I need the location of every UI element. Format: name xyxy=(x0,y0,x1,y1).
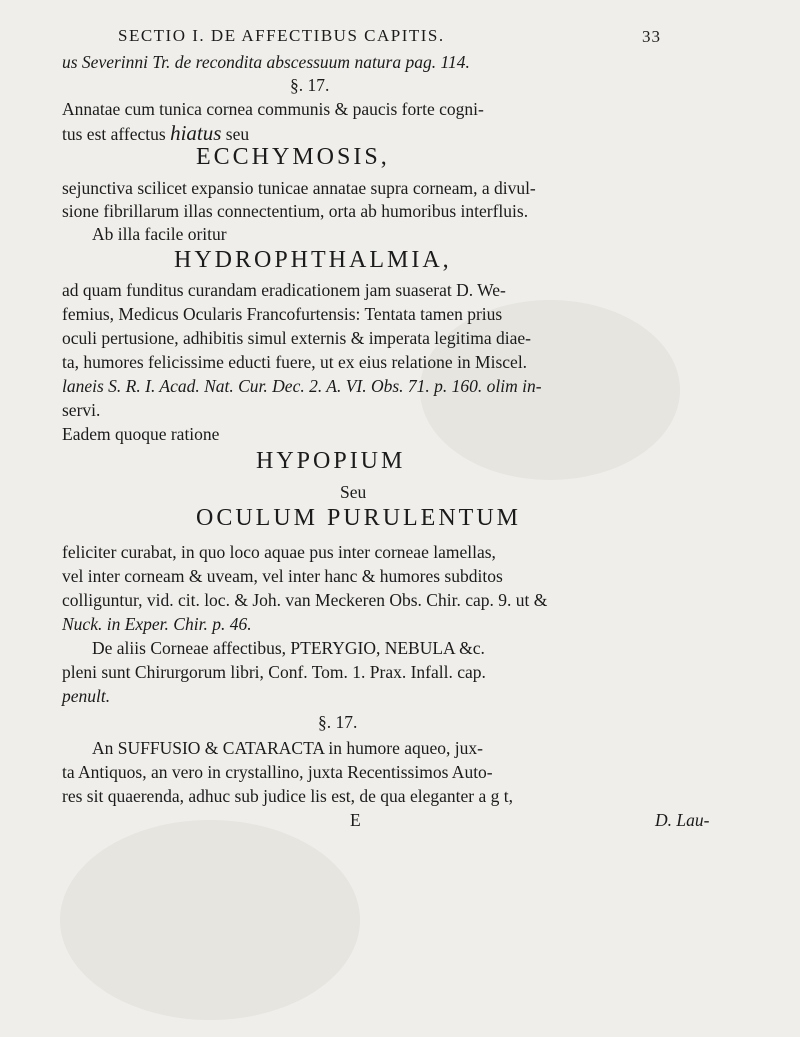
text-line: us Severinni Tr. de recondita abscessuum natura pag. 114. xyxy=(62,52,470,72)
text-line: An SUFFUSIO & CATARACTA in humore aqueo, jux- xyxy=(92,738,483,758)
text-line: vel inter corneam & uveam, vel inter hanc & humores subditos xyxy=(62,566,503,586)
heading-ecchymosis: ECCHYMOSIS, xyxy=(196,144,390,170)
text-line: oculi pertusione, adhibitis simul externis & imperata legitima diae- xyxy=(62,328,531,348)
text-line: Eadem quoque ratione xyxy=(62,424,220,444)
text-line: Annatae cum tunica cornea communis & paucis forte cogni- xyxy=(62,99,484,119)
text-line: penult. xyxy=(62,686,111,706)
paper-stain xyxy=(60,820,360,1020)
page-number: 33 xyxy=(642,27,661,46)
text-line: ad quam funditus curandam eradicationem jam suaserat D. We- xyxy=(62,280,506,300)
heading-hydrophthalmia: HYDROPHTHALMIA, xyxy=(174,247,452,273)
text-line: Seu xyxy=(340,482,367,502)
text-line: servi. xyxy=(62,400,101,420)
text-line: laneis S. R. I. Acad. Nat. Cur. Dec. 2. A. VI. Obs. 71. p. 160. olim in- xyxy=(62,376,542,396)
text-line: colliguntur, vid. cit. loc. & Joh. van Meckeren Obs. Chir. cap. 9. ut & xyxy=(62,590,548,610)
catchword: D. Lau- xyxy=(655,810,710,830)
section-number: §. 17. xyxy=(318,712,358,732)
heading-oculum-purulentum: OCULUM PURULENTUM xyxy=(196,505,522,531)
text-line: De aliis Corneae affectibus, PTERYGIO, NEBULA &c. xyxy=(92,638,485,658)
heading-hypopium: HYPOPIUM xyxy=(256,448,406,474)
text-line: tus est affectus hiatus seu xyxy=(62,121,250,145)
text-line: res sit quaerenda, adhuc sub judice lis est, de qua eleganter a g t, xyxy=(62,786,513,806)
text-line: pleni sunt Chirurgorum libri, Conf. Tom. 1. Prax. Infall. cap. xyxy=(62,662,486,682)
signature-mark: E xyxy=(350,810,361,830)
text-line: feliciter curabat, in quo loco aquae pus inter corneae lamellas, xyxy=(62,542,496,562)
text-line: ta Antiquos, an vero in crystallino, juxta Recentissimos Auto- xyxy=(62,762,493,782)
text-line: femius, Medicus Ocularis Francofurtensis: Tentata tamen prius xyxy=(62,304,503,324)
text-line: Ab illa facile oritur xyxy=(92,224,227,244)
section-number: §. 17. xyxy=(290,75,330,95)
text-line: sione fibrillarum illas connectentium, orta ab humoribus interfluis. xyxy=(62,201,529,221)
text-line: Nuck. in Exper. Chir. p. 46. xyxy=(62,614,252,634)
text-line: sejunctiva scilicet expansio tunicae annatae supra corneam, a divul- xyxy=(62,178,536,198)
text-line: ta, humores felicissime educti fuere, ut ex eius relatione in Miscel. xyxy=(62,352,528,372)
running-title: SECTIO I. DE AFFECTIBUS CAPITIS. xyxy=(118,26,445,45)
